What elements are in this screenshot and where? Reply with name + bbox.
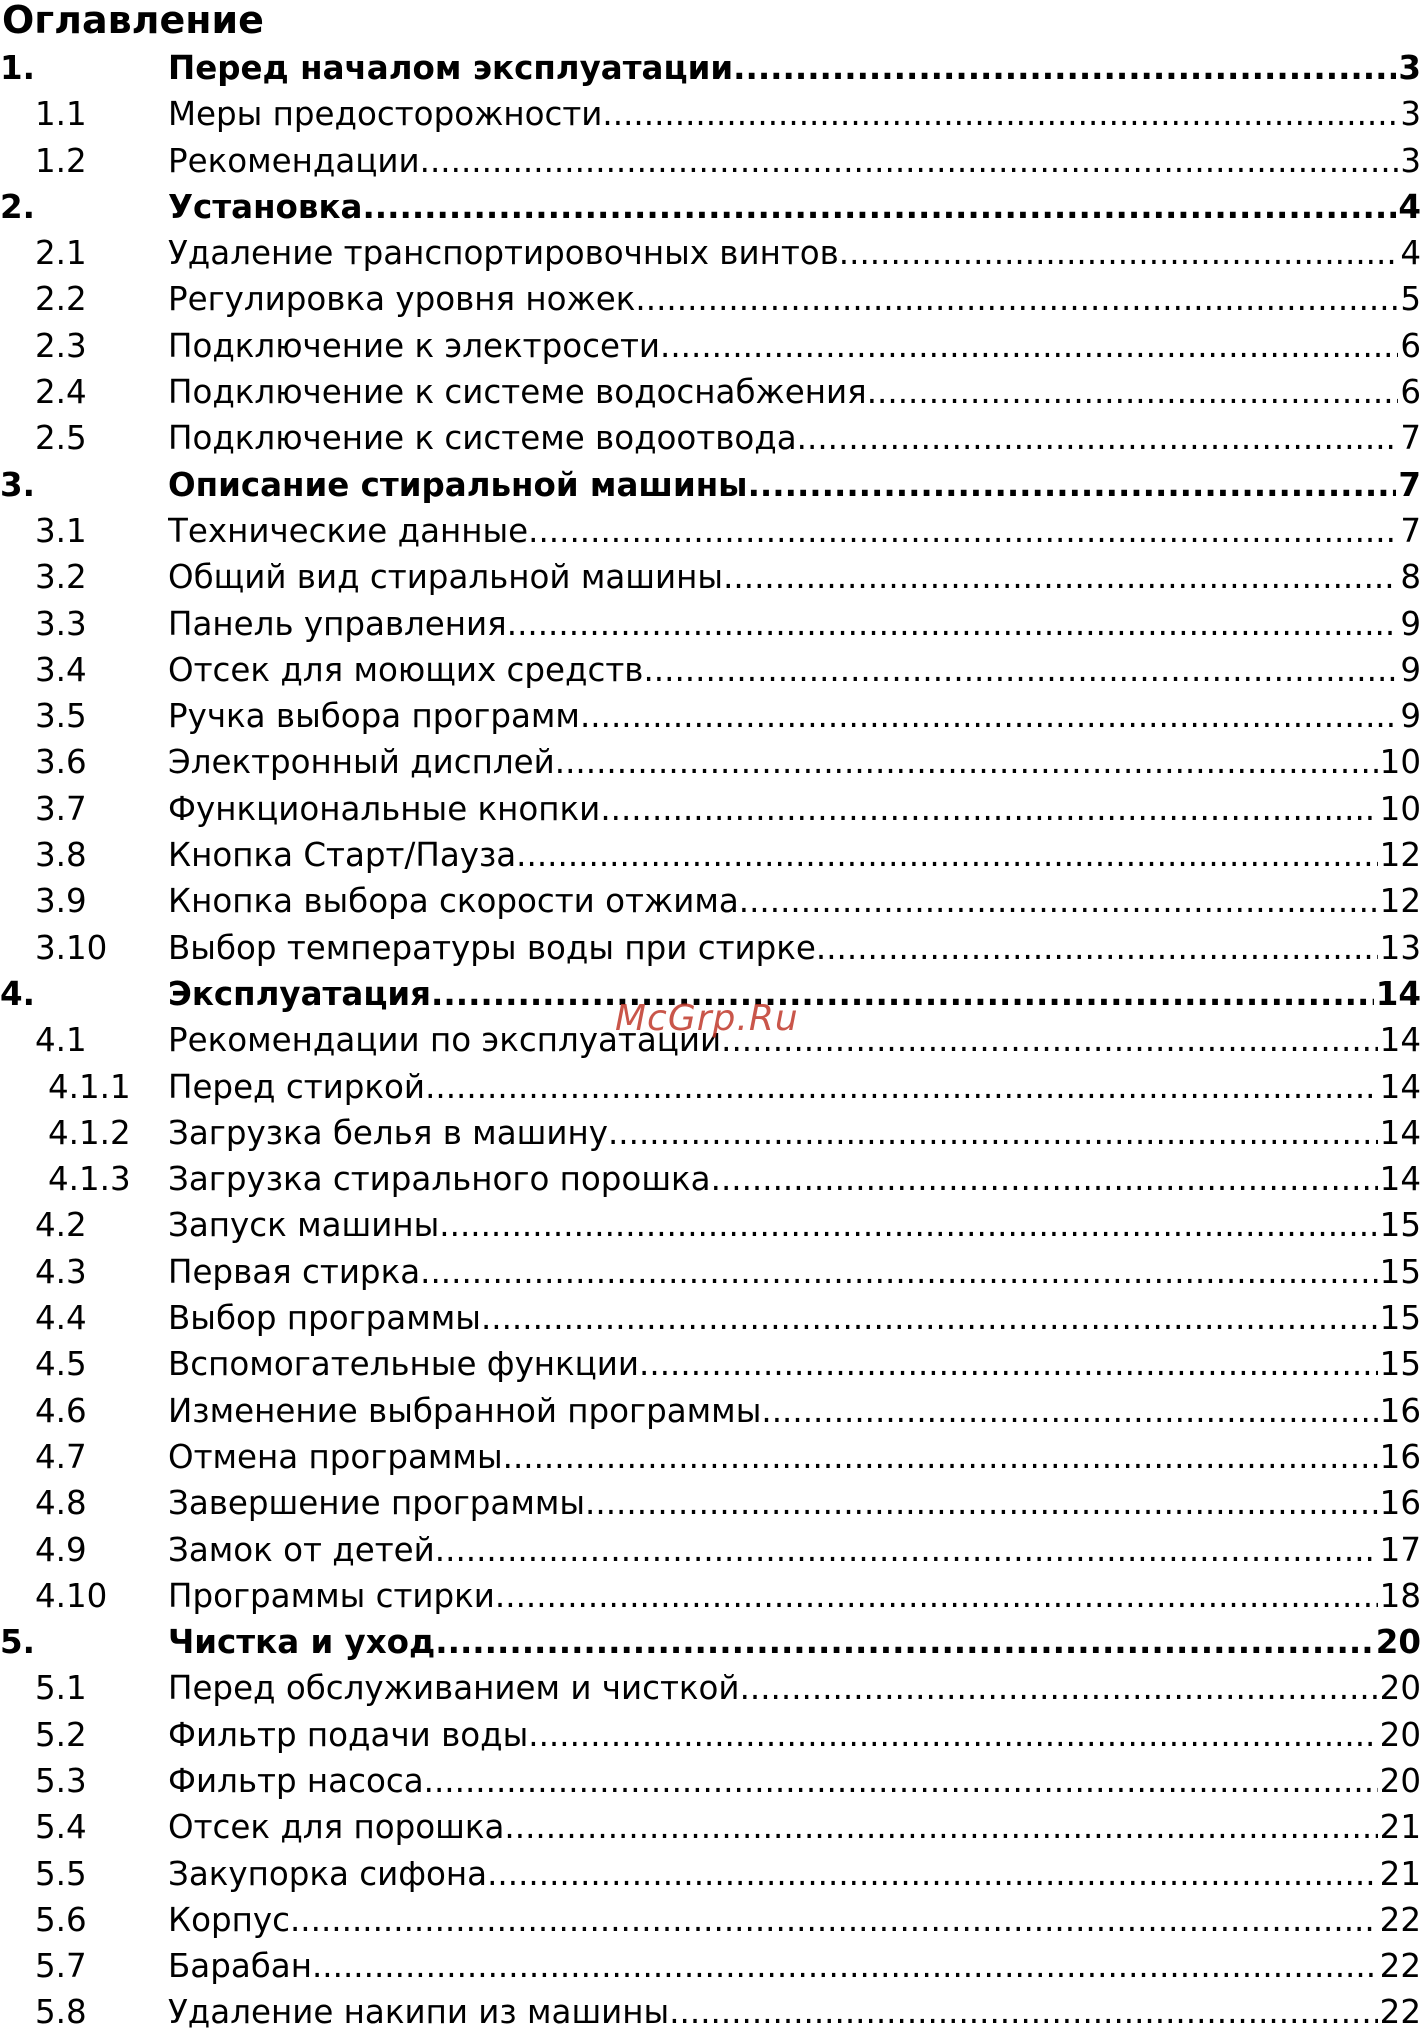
toc-section-number: 5.2	[35, 1715, 87, 1754]
toc-section-title: Фильтр подачи воды	[168, 1715, 529, 1754]
toc-dot-leader	[516, 832, 1377, 878]
toc-section-title: Установка	[168, 187, 363, 226]
toc-dot-leader	[481, 1295, 1378, 1341]
toc-entry-link[interactable]	[168, 1156, 1421, 1202]
toc-dot-leader	[420, 138, 1399, 184]
toc-entry-link[interactable]	[168, 230, 1421, 276]
toc-page-number: 21	[1379, 1808, 1421, 1847]
toc-entry-link[interactable]	[168, 1249, 1421, 1295]
toc-section-number: 4.5	[35, 1345, 87, 1384]
toc-entry-link[interactable]	[168, 462, 1421, 508]
toc-section-title: Панель управления	[168, 604, 507, 643]
toc-section-title: Технические данные	[168, 511, 529, 550]
toc-entry-link[interactable]	[168, 1943, 1421, 1989]
toc-dot-leader	[748, 462, 1397, 508]
toc-page-number: 6	[1400, 373, 1421, 412]
toc-section-number: 5.4	[35, 1808, 87, 1847]
toc-dot-leader	[600, 786, 1377, 832]
toc-entry-link[interactable]	[168, 832, 1421, 878]
toc-dot-leader	[643, 647, 1398, 693]
toc-row[interactable]	[0, 739, 1421, 785]
toc-row[interactable]	[0, 1527, 1421, 1573]
toc-section-number: 3.7	[35, 789, 87, 828]
toc-section-title: Общий вид стиральной машины	[168, 558, 724, 597]
toc-page-number: 9	[1400, 650, 1421, 689]
toc-row[interactable]	[0, 1897, 1421, 1943]
toc-page-number: 14	[1375, 974, 1421, 1013]
toc-section-number: 4.9	[35, 1530, 87, 1569]
toc-page-number: 16	[1379, 1484, 1421, 1523]
toc-page-number: 9	[1400, 604, 1421, 643]
toc-page-number: 22	[1379, 1993, 1421, 2032]
toc-entry-link[interactable]	[168, 878, 1421, 924]
toc-dot-leader	[797, 415, 1399, 461]
toc-dot-leader	[528, 508, 1398, 554]
toc-entry-link[interactable]	[168, 647, 1421, 693]
toc-dot-leader	[425, 1064, 1378, 1110]
toc-page-number: 15	[1379, 1206, 1421, 1245]
toc-row[interactable]	[0, 508, 1421, 554]
toc-entry-link[interactable]	[168, 1110, 1421, 1156]
toc-section-title: Описание стиральной машины	[168, 465, 748, 504]
toc-section-number: 1.	[0, 49, 35, 87]
toc-section-number: 1.2	[35, 141, 87, 180]
toc-page-number: 9	[1400, 697, 1421, 736]
toc-row[interactable]	[0, 1388, 1421, 1434]
toc-row[interactable]	[0, 1295, 1421, 1341]
toc-page-number: 16	[1379, 1437, 1421, 1476]
toc-section-title: Барабан	[168, 1947, 312, 1986]
toc-section-number: 4.2	[35, 1206, 87, 1245]
toc-dot-leader	[504, 1804, 1377, 1850]
toc-entry-link[interactable]	[168, 276, 1421, 322]
toc-row[interactable]	[0, 925, 1421, 971]
table-of-contents	[0, 45, 1421, 2036]
toc-section-title: Чистка и уход	[168, 1623, 436, 1662]
toc-section-title: Первая стирка	[168, 1252, 421, 1291]
toc-page-number: 6	[1400, 326, 1421, 365]
toc-dot-leader	[420, 1249, 1378, 1295]
toc-page-number: 4	[1398, 187, 1421, 226]
toc-entry-link[interactable]	[168, 739, 1421, 785]
toc-dot-leader	[639, 1341, 1378, 1387]
toc-page-number: 3	[1400, 141, 1421, 180]
toc-section-title: Подключение к электросети	[168, 326, 661, 365]
toc-section-number: 2.3	[35, 326, 87, 365]
toc-entry-link[interactable]	[168, 1989, 1421, 2035]
toc-page-number: 7	[1400, 511, 1421, 550]
toc-section-title: Завершение программы	[168, 1484, 586, 1523]
toc-section-number: 3.9	[35, 882, 87, 921]
toc-section-number: 2.4	[35, 373, 87, 412]
toc-entry-link[interactable]	[168, 1804, 1421, 1850]
toc-dot-leader	[290, 1897, 1378, 1943]
toc-entry-link[interactable]	[168, 1758, 1421, 1804]
toc-dot-leader	[487, 1851, 1378, 1897]
toc-dot-leader	[439, 1202, 1377, 1248]
toc-dot-leader	[435, 1619, 1374, 1665]
toc-row[interactable]	[0, 1665, 1421, 1711]
toc-row[interactable]	[0, 1573, 1421, 1619]
toc-section-number: 4.1.2	[48, 1113, 131, 1152]
toc-page-number: 18	[1379, 1576, 1421, 1615]
toc-dot-leader	[761, 1388, 1377, 1434]
toc-entry-link[interactable]	[168, 1480, 1421, 1526]
toc-dot-leader	[312, 1943, 1378, 1989]
toc-section-title: Программы стирки	[168, 1576, 495, 1615]
toc-page-number: 14	[1379, 1113, 1421, 1152]
toc-row[interactable]	[0, 1249, 1421, 1295]
toc-page-number: 7	[1398, 465, 1421, 504]
toc-section-number: 2.5	[35, 419, 87, 458]
toc-section-title: Замок от детей	[168, 1530, 435, 1569]
toc-entry-link[interactable]	[168, 1295, 1421, 1341]
toc-entry-link[interactable]	[168, 1202, 1421, 1248]
watermark: McGrp.Ru	[615, 998, 799, 1039]
toc-section-number: 4.4	[35, 1299, 87, 1338]
toc-section-title: Отмена программы	[168, 1437, 503, 1476]
toc-section-number: 5.7	[35, 1947, 87, 1986]
toc-page-number: 22	[1379, 1900, 1421, 1939]
toc-row[interactable]	[0, 1712, 1421, 1758]
toc-entry-link[interactable]	[168, 415, 1421, 461]
toc-section-number: 4.10	[35, 1576, 108, 1615]
toc-section-number: 3.2	[35, 558, 87, 597]
toc-section-title: Эксплуатация	[168, 974, 432, 1013]
toc-section-number: 4.7	[35, 1437, 87, 1476]
toc-section-title: Загрузка белья в машину	[168, 1113, 608, 1152]
toc-row[interactable]	[0, 1943, 1421, 1989]
toc-page-number: 16	[1379, 1391, 1421, 1430]
toc-page-number: 15	[1379, 1345, 1421, 1384]
toc-section-title: Фильтр насоса	[168, 1761, 424, 1800]
toc-page-number: 13	[1379, 928, 1421, 967]
toc-row[interactable]	[0, 1989, 1421, 2035]
toc-dot-leader	[733, 45, 1396, 91]
toc-dot-leader	[435, 1527, 1378, 1573]
toc-section-number: 5.1	[35, 1669, 87, 1708]
toc-dot-leader	[431, 971, 1374, 1017]
toc-entry-link[interactable]	[168, 1527, 1421, 1573]
toc-section-title: Кнопка Старт/Пауза	[168, 836, 517, 875]
toc-dot-leader	[839, 230, 1399, 276]
toc-page-number: 3	[1398, 49, 1421, 87]
toc-entry-link[interactable]	[168, 45, 1421, 91]
toc-dot-leader	[739, 878, 1378, 924]
toc-section-number: 4.6	[35, 1391, 87, 1430]
toc-row[interactable]	[0, 91, 1421, 137]
toc-section-number: 3.5	[35, 697, 87, 736]
toc-section-title: Рекомендации по эксплуатации	[168, 1021, 722, 1060]
toc-entry-link[interactable]	[168, 91, 1421, 137]
toc-page-number: 14	[1379, 1021, 1421, 1060]
toc-entry-link[interactable]	[168, 925, 1421, 971]
toc-row[interactable]	[0, 1202, 1421, 1248]
toc-page-number: 10	[1379, 789, 1421, 828]
toc-row[interactable]	[0, 1851, 1421, 1897]
toc-row[interactable]	[0, 1156, 1421, 1202]
toc-page-number: 3	[1400, 95, 1421, 134]
toc-row[interactable]	[0, 415, 1421, 461]
toc-section-title: Изменение выбранной программы	[168, 1391, 762, 1430]
toc-row[interactable]	[0, 647, 1421, 693]
toc-page-number: 21	[1379, 1854, 1421, 1893]
toc-section-title: Подключение к системе водоотвода	[168, 419, 797, 458]
toc-entry-link[interactable]	[168, 554, 1421, 600]
toc-entry-link[interactable]	[168, 693, 1421, 739]
toc-section-number: 4.1.3	[48, 1160, 131, 1199]
toc-section-title: Корпус	[168, 1900, 290, 1939]
toc-section-title: Перед стиркой	[168, 1067, 426, 1106]
toc-dot-leader	[723, 554, 1398, 600]
toc-entry-link[interactable]	[168, 1712, 1421, 1758]
toc-row[interactable]	[0, 462, 1421, 508]
toc-entry-link[interactable]	[168, 1434, 1421, 1480]
toc-section-title: Ручка выбора программ	[168, 697, 580, 736]
toc-entry-link[interactable]	[168, 1573, 1421, 1619]
toc-dot-leader	[635, 276, 1398, 322]
toc-page-number: 20	[1375, 1623, 1421, 1662]
toc-entry-link[interactable]	[168, 369, 1421, 415]
toc-row[interactable]	[0, 1434, 1421, 1480]
toc-row[interactable]	[0, 1064, 1421, 1110]
toc-page-number: 14	[1379, 1067, 1421, 1106]
toc-section-title: Вспомогательные функции	[168, 1345, 640, 1384]
toc-section-title: Подключение к системе водоснабжения	[168, 373, 867, 412]
toc-page-number: 14	[1379, 1160, 1421, 1199]
toc-dot-leader	[503, 1434, 1378, 1480]
toc-page-number: 15	[1379, 1252, 1421, 1291]
toc-entry-link[interactable]	[168, 323, 1421, 369]
toc-section-number: 2.	[0, 187, 35, 226]
toc-dot-leader	[580, 693, 1398, 739]
toc-page-number: 5	[1400, 280, 1421, 319]
toc-section-number: 5.6	[35, 1900, 87, 1939]
toc-dot-leader	[424, 1758, 1378, 1804]
toc-row[interactable]	[0, 786, 1421, 832]
toc-section-number: 3.3	[35, 604, 87, 643]
toc-dot-leader	[711, 1156, 1378, 1202]
toc-entry-link[interactable]	[168, 184, 1421, 230]
toc-section-title: Регулировка уровня ножек	[168, 280, 636, 319]
toc-row[interactable]	[0, 1804, 1421, 1850]
toc-entry-link[interactable]	[168, 1619, 1421, 1665]
toc-page-number: 12	[1379, 836, 1421, 875]
toc-page-number: 22	[1379, 1947, 1421, 1986]
toc-page-number: 10	[1379, 743, 1421, 782]
toc-section-number: 1.1	[35, 95, 87, 134]
toc-section-title: Рекомендации	[168, 141, 420, 180]
toc-row[interactable]	[0, 1341, 1421, 1387]
toc-section-title: Удаление накипи из машины	[168, 1993, 670, 2032]
toc-section-title: Электронный дисплей	[168, 743, 555, 782]
toc-section-number: 3.4	[35, 650, 87, 689]
toc-section-number: 4.1.1	[48, 1067, 131, 1106]
toc-row[interactable]	[0, 230, 1421, 276]
toc-entry-link[interactable]	[168, 786, 1421, 832]
toc-section-title: Перед обслуживанием и чисткой	[168, 1669, 740, 1708]
toc-section-number: 4.8	[35, 1484, 87, 1523]
toc-page-number: 20	[1379, 1715, 1421, 1754]
toc-section-number: 3.8	[35, 836, 87, 875]
toc-dot-leader	[362, 184, 1396, 230]
toc-page-number: 17	[1379, 1530, 1421, 1569]
toc-section-title: Перед началом эксплуатации	[168, 49, 734, 87]
toc-entry-link[interactable]	[168, 601, 1421, 647]
toc-dot-leader	[555, 739, 1378, 785]
toc-section-number: 4.3	[35, 1252, 87, 1291]
toc-row[interactable]	[0, 184, 1421, 230]
toc-dot-leader	[816, 925, 1378, 971]
toc-dot-leader	[585, 1480, 1378, 1526]
toc-page-number: 15	[1379, 1299, 1421, 1338]
toc-section-title: Отсек для порошка	[168, 1808, 505, 1847]
toc-row[interactable]	[0, 1619, 1421, 1665]
toc-section-title: Удаление транспортировочных винтов	[168, 234, 839, 273]
toc-row[interactable]	[0, 323, 1421, 369]
toc-row[interactable]	[0, 832, 1421, 878]
toc-section-title: Выбор программы	[168, 1299, 481, 1338]
toc-row[interactable]	[0, 1758, 1421, 1804]
toc-section-number: 2.1	[35, 234, 87, 273]
toc-dot-leader	[507, 601, 1399, 647]
toc-row[interactable]	[0, 878, 1421, 924]
toc-dot-leader	[721, 1017, 1378, 1063]
toc-entry-link[interactable]	[168, 508, 1421, 554]
toc-section-number: 3.6	[35, 743, 87, 782]
toc-entry-link[interactable]	[168, 1064, 1421, 1110]
toc-section-number: 5.	[0, 1623, 35, 1662]
toc-row[interactable]	[0, 1480, 1421, 1526]
toc-section-number: 5.5	[35, 1854, 87, 1893]
page-title: Оглавление	[2, 0, 264, 42]
toc-section-title: Функциональные кнопки	[168, 789, 601, 828]
toc-section-title: Загрузка стирального порошка	[168, 1160, 711, 1199]
toc-dot-leader	[740, 1665, 1378, 1711]
toc-section-title: Выбор температуры воды при стирке	[168, 928, 816, 967]
toc-entry-link[interactable]	[168, 138, 1421, 184]
toc-section-number: 3.1	[35, 511, 87, 550]
toc-section-title: Меры предосторожности	[168, 95, 603, 134]
toc-dot-leader	[602, 91, 1398, 137]
toc-page-number: 8	[1400, 558, 1421, 597]
toc-dot-leader	[660, 323, 1398, 369]
toc-section-number: 4.1	[35, 1021, 87, 1060]
toc-entry-link[interactable]	[168, 1388, 1421, 1434]
toc-dot-leader	[867, 369, 1399, 415]
toc-section-title: Отсек для моющих средств	[168, 650, 644, 689]
toc-section-title: Запуск машины	[168, 1206, 440, 1245]
toc-row[interactable]	[0, 554, 1421, 600]
toc-row[interactable]	[0, 601, 1421, 647]
toc-entry-link[interactable]	[168, 1897, 1421, 1943]
toc-dot-leader	[495, 1573, 1378, 1619]
toc-dot-leader	[608, 1110, 1378, 1156]
toc-row[interactable]	[0, 693, 1421, 739]
toc-row[interactable]	[0, 369, 1421, 415]
toc-page-number: 7	[1400, 419, 1421, 458]
toc-section-title: Закупорка сифона	[168, 1854, 488, 1893]
toc-row[interactable]	[0, 1110, 1421, 1156]
toc-section-number: 4.	[0, 974, 35, 1013]
toc-row[interactable]	[0, 45, 1421, 91]
toc-entry-link[interactable]	[168, 1341, 1421, 1387]
toc-entry-link[interactable]	[168, 1665, 1421, 1711]
toc-section-number: 5.3	[35, 1761, 87, 1800]
toc-dot-leader	[528, 1712, 1377, 1758]
toc-section-number: 3.10	[35, 928, 108, 967]
toc-section-number: 3.	[0, 465, 35, 504]
toc-page-number: 4	[1400, 234, 1421, 273]
toc-section-title: Кнопка выбора скорости отжима	[168, 882, 739, 921]
toc-page-number: 12	[1379, 882, 1421, 921]
toc-dot-leader	[669, 1989, 1377, 2035]
toc-entry-link[interactable]	[168, 1851, 1421, 1897]
toc-section-number: 2.2	[35, 280, 87, 319]
toc-row[interactable]	[0, 276, 1421, 322]
toc-page-number: 20	[1379, 1669, 1421, 1708]
toc-row[interactable]	[0, 138, 1421, 184]
toc-section-number: 5.8	[35, 1993, 87, 2032]
toc-page-number: 20	[1379, 1761, 1421, 1800]
